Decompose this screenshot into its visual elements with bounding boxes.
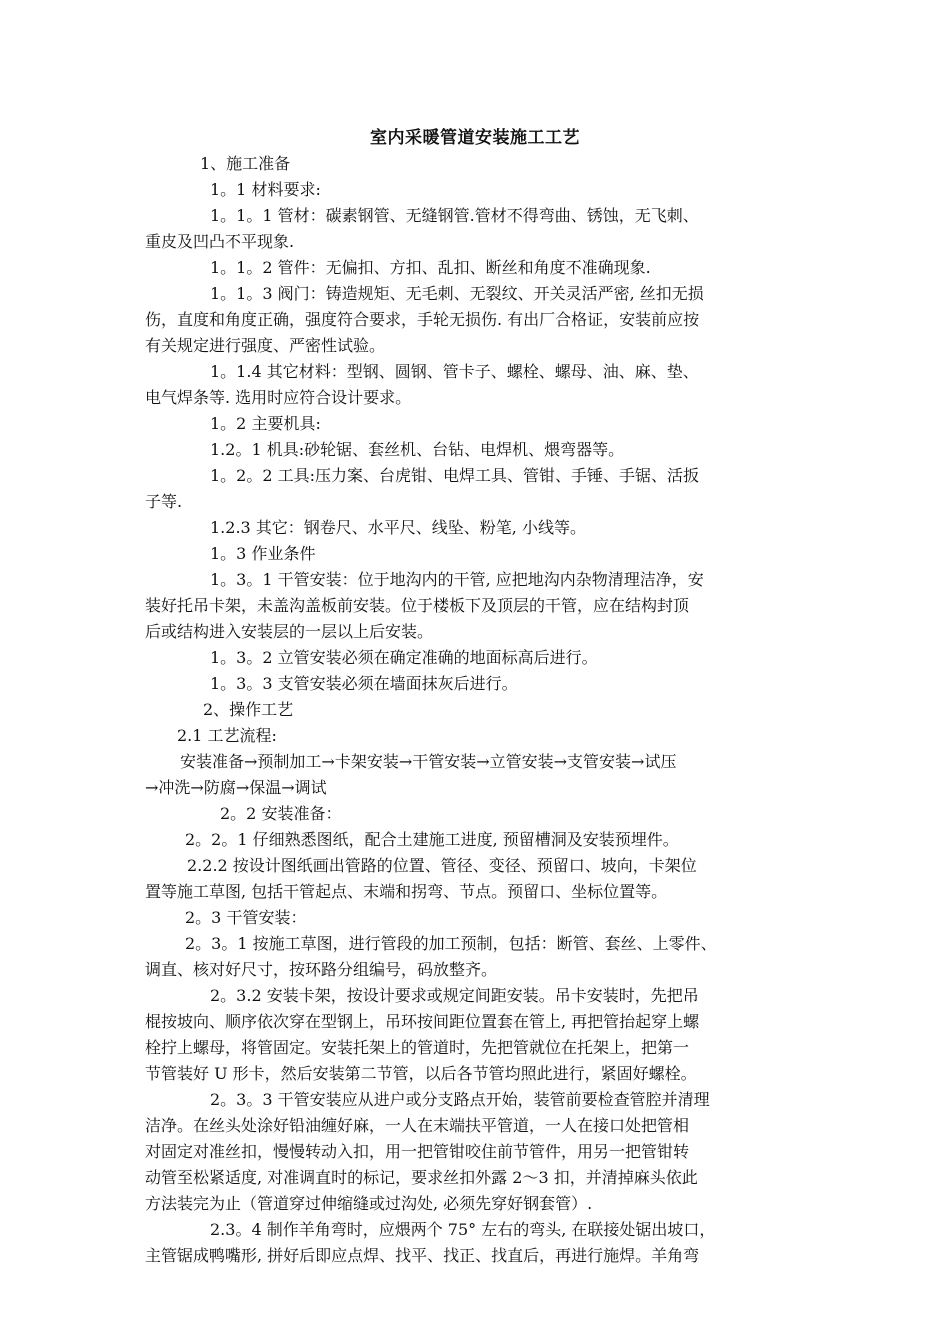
text-line: 主管锯成鸭嘴形, 拼好后即应点焊、找平、找正、找直后，再进行施焊。羊角弯	[145, 1246, 700, 1265]
text-line: 伤，直度和角度正确，强度符合要求，手轮无损伤. 有出厂合格证，安装前应按	[145, 310, 700, 329]
text-line: 1、施工准备	[200, 154, 291, 173]
text-line: 对固定对准丝扣，慢慢转动入扣，用一把管钳咬住前节管件，用另一把管钳转	[145, 1142, 690, 1161]
text-line: 1.2。1 机具:砂轮锯、套丝机、台钻、电焊机、煨弯器等。	[210, 440, 625, 459]
text-line: 棍按坡向、顺序依次穿在型钢上，吊环按间距位置套在管上, 再把管抬起穿上螺	[145, 1012, 700, 1031]
text-line: 1。1。3 阀门：铸造规矩、无毛刺、无裂纹、开关灵活严密, 丝扣无损	[210, 284, 704, 303]
text-line: 1。2。2 工具:压力案、台虎钳、电焊工具、管钳、手锤、手锯、活扳	[210, 466, 700, 485]
text-line: 1。1。1 管材：碳素钢管、无缝钢管.管材不得弯曲、锈蚀，无飞刺、	[210, 206, 699, 225]
text-line: 1。3。3 支管安装必须在墙面抹灰后进行。	[210, 674, 518, 693]
text-line: 后或结构进入安装层的一层以上后安装。	[145, 622, 434, 641]
text-line: 2。2。1 仔细熟悉图纸，配合土建施工进度, 预留槽洞及安装预埋件。	[185, 830, 679, 849]
text-line: 2.2.2 按设计图纸画出管路的位置、管径、变径、预留口、坡向，卡架位	[187, 856, 697, 875]
text-line: 方法装完为止（管道穿过伸缩缝或过沟处, 必须先穿好钢套管）.	[145, 1194, 593, 1213]
text-line: 子等.	[145, 492, 183, 511]
text-line: 洁净。在丝头处涂好铅油缠好麻，一人在末端扶平管道，一人在接口处把管相	[145, 1116, 690, 1135]
document-title: 室内采暖管道安装施工工艺	[370, 128, 580, 148]
text-line: 1。3。2 立管安装必须在确定准确的地面标高后进行。	[210, 648, 598, 667]
text-line: 安装准备→预制加工→卡架安装→干管安装→立管安装→支管安装→试压	[180, 752, 677, 771]
text-line: 2.3。4 制作羊角弯时，应煨两个 75° 左右的弯头, 在联接处锯出坡口，	[210, 1220, 716, 1239]
text-line: 2。3 干管安装：	[185, 908, 307, 927]
text-line: 1。1。2 管件：无偏扣、方扣、乱扣、断丝和角度不准确现象.	[210, 258, 651, 277]
text-line: 2。3.2 安装卡架，按设计要求或规定间距安装。吊卡安装时，先把吊	[210, 986, 699, 1005]
text-line: 2、操作工艺	[203, 700, 294, 719]
text-line: 2。2 安装准备：	[220, 804, 342, 823]
text-line: 1。1.4 其它材料：型钢、圆钢、管卡子、螺栓、螺母、油、麻、垫、	[210, 362, 699, 381]
text-line: 1.2.3 其它：钢卷尺、水平尺、线坠、粉笔, 小线等。	[210, 518, 586, 537]
text-line: 置等施工草图, 包括干管起点、末端和拐弯、节点。预留口、坐标位置等。	[145, 882, 668, 901]
text-line: 动管至松紧适度, 对准调直时的标记，要求丝扣外露 2～3 扣，并清掉麻头依此	[145, 1168, 698, 1187]
text-line: 电气焊条等. 选用时应符合设计要求。	[145, 388, 412, 407]
text-line: 1。1 材料要求:	[210, 180, 321, 199]
text-line: 1。3 作业条件	[210, 544, 316, 563]
text-line: 2.1 工艺流程:	[177, 726, 277, 745]
text-line: 装好托吊卡架，未盖沟盖板前安装。位于楼板下及顶层的干管，应在结构封顶	[145, 596, 690, 615]
text-line: 2。3。3 干管安装应从进户或分支路点开始，装管前要检查管腔并清理	[210, 1090, 710, 1109]
text-line: 节管装好 U 形卡，然后安装第二节管，以后各节管均照此进行，紧固好螺栓。	[145, 1064, 697, 1083]
text-line: 1。2 主要机具:	[210, 414, 321, 433]
text-line: 调直、核对好尺寸，按环路分组编号，码放整齐。	[145, 960, 498, 979]
text-line: →冲洗→防腐→保温→调试	[145, 778, 327, 797]
text-line: 栓拧上螺母，将管固定。安装托架上的管道时，先把管就位在托架上，把第一	[145, 1038, 690, 1057]
text-line: 重皮及凹凸不平现象.	[145, 232, 295, 251]
text-line: 有关规定进行强度、严密性试验。	[145, 336, 386, 355]
text-line: 2。3。1 按施工草图，进行管段的加工预制，包括：断管、套丝、上零件、	[185, 934, 717, 953]
document-body	[145, 151, 815, 1269]
text-line: 1。3。1 干管安装：位于地沟内的干管, 应把地沟内杂物清理洁净，安	[210, 570, 704, 589]
